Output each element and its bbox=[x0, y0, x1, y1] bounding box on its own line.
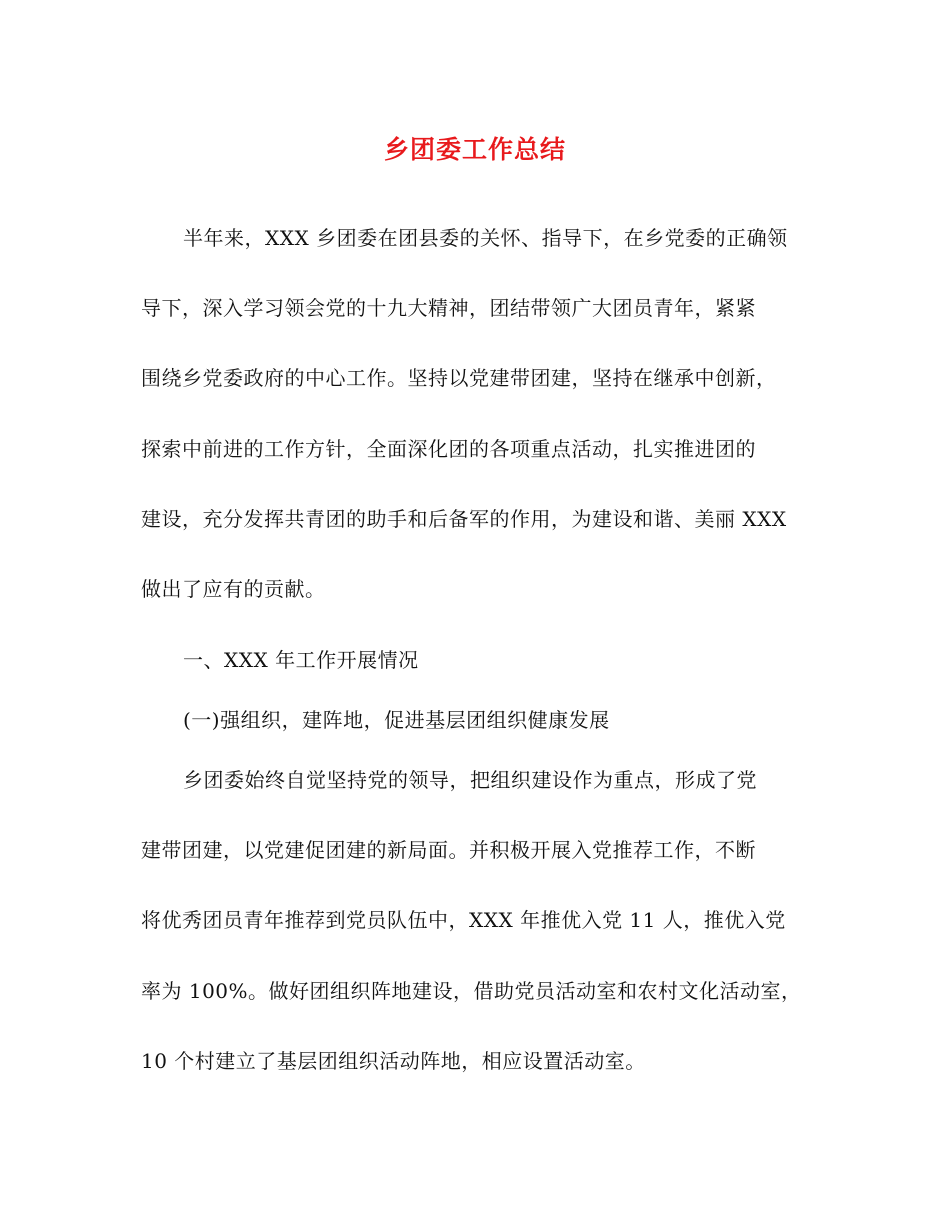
paragraph-line: 探索中前进的工作方针，全面深化团的各项重点活动，扎实推进团的 bbox=[141, 437, 756, 461]
paragraph-line: 率为 100%。做好团组织阵地建设，借助党员活动室和农村文化活动室， bbox=[141, 979, 802, 1003]
document-title: 乡团委工作总结 bbox=[383, 135, 566, 164]
paragraph-line: 围绕乡党委政府的中心工作。坚持以党建带团建，坚持在继承中创新， bbox=[141, 366, 777, 390]
paragraph-line: 半年来，XXX 乡团委在团县委的关怀、指导下，在乡党委的正确领 bbox=[183, 226, 788, 250]
paragraph-line: 将优秀团员青年推荐到党员队伍中，XXX 年推优入党 11 人，推优入党 bbox=[141, 908, 786, 932]
paragraph-line: 乡团委始终自觉坚持党的领导，把组织建设作为重点，形成了党 bbox=[183, 768, 757, 792]
paragraph-line: 10 个村建立了基层团组织活动阵地，相应设置活动室。 bbox=[141, 1049, 646, 1073]
paragraph-line: 做出了应有的贡献。 bbox=[141, 577, 326, 601]
paragraph-line: 导下，深入学习领会党的十九大精神，团结带领广大团员青年，紧紧 bbox=[141, 296, 756, 320]
section-heading: 一、XXX 年工作开展情况 bbox=[183, 648, 419, 672]
paragraph-line: 建设，充分发挥共青团的助手和后备军的作用，为建设和谐、美丽 XXX bbox=[141, 507, 787, 531]
section-subheading: (一)强组织，建阵地，促进基层团组织健康发展 bbox=[183, 708, 610, 732]
paragraph-line: 建带团建，以党建促团建的新局面。并积极开展入党推荐工作，不断 bbox=[141, 838, 756, 862]
